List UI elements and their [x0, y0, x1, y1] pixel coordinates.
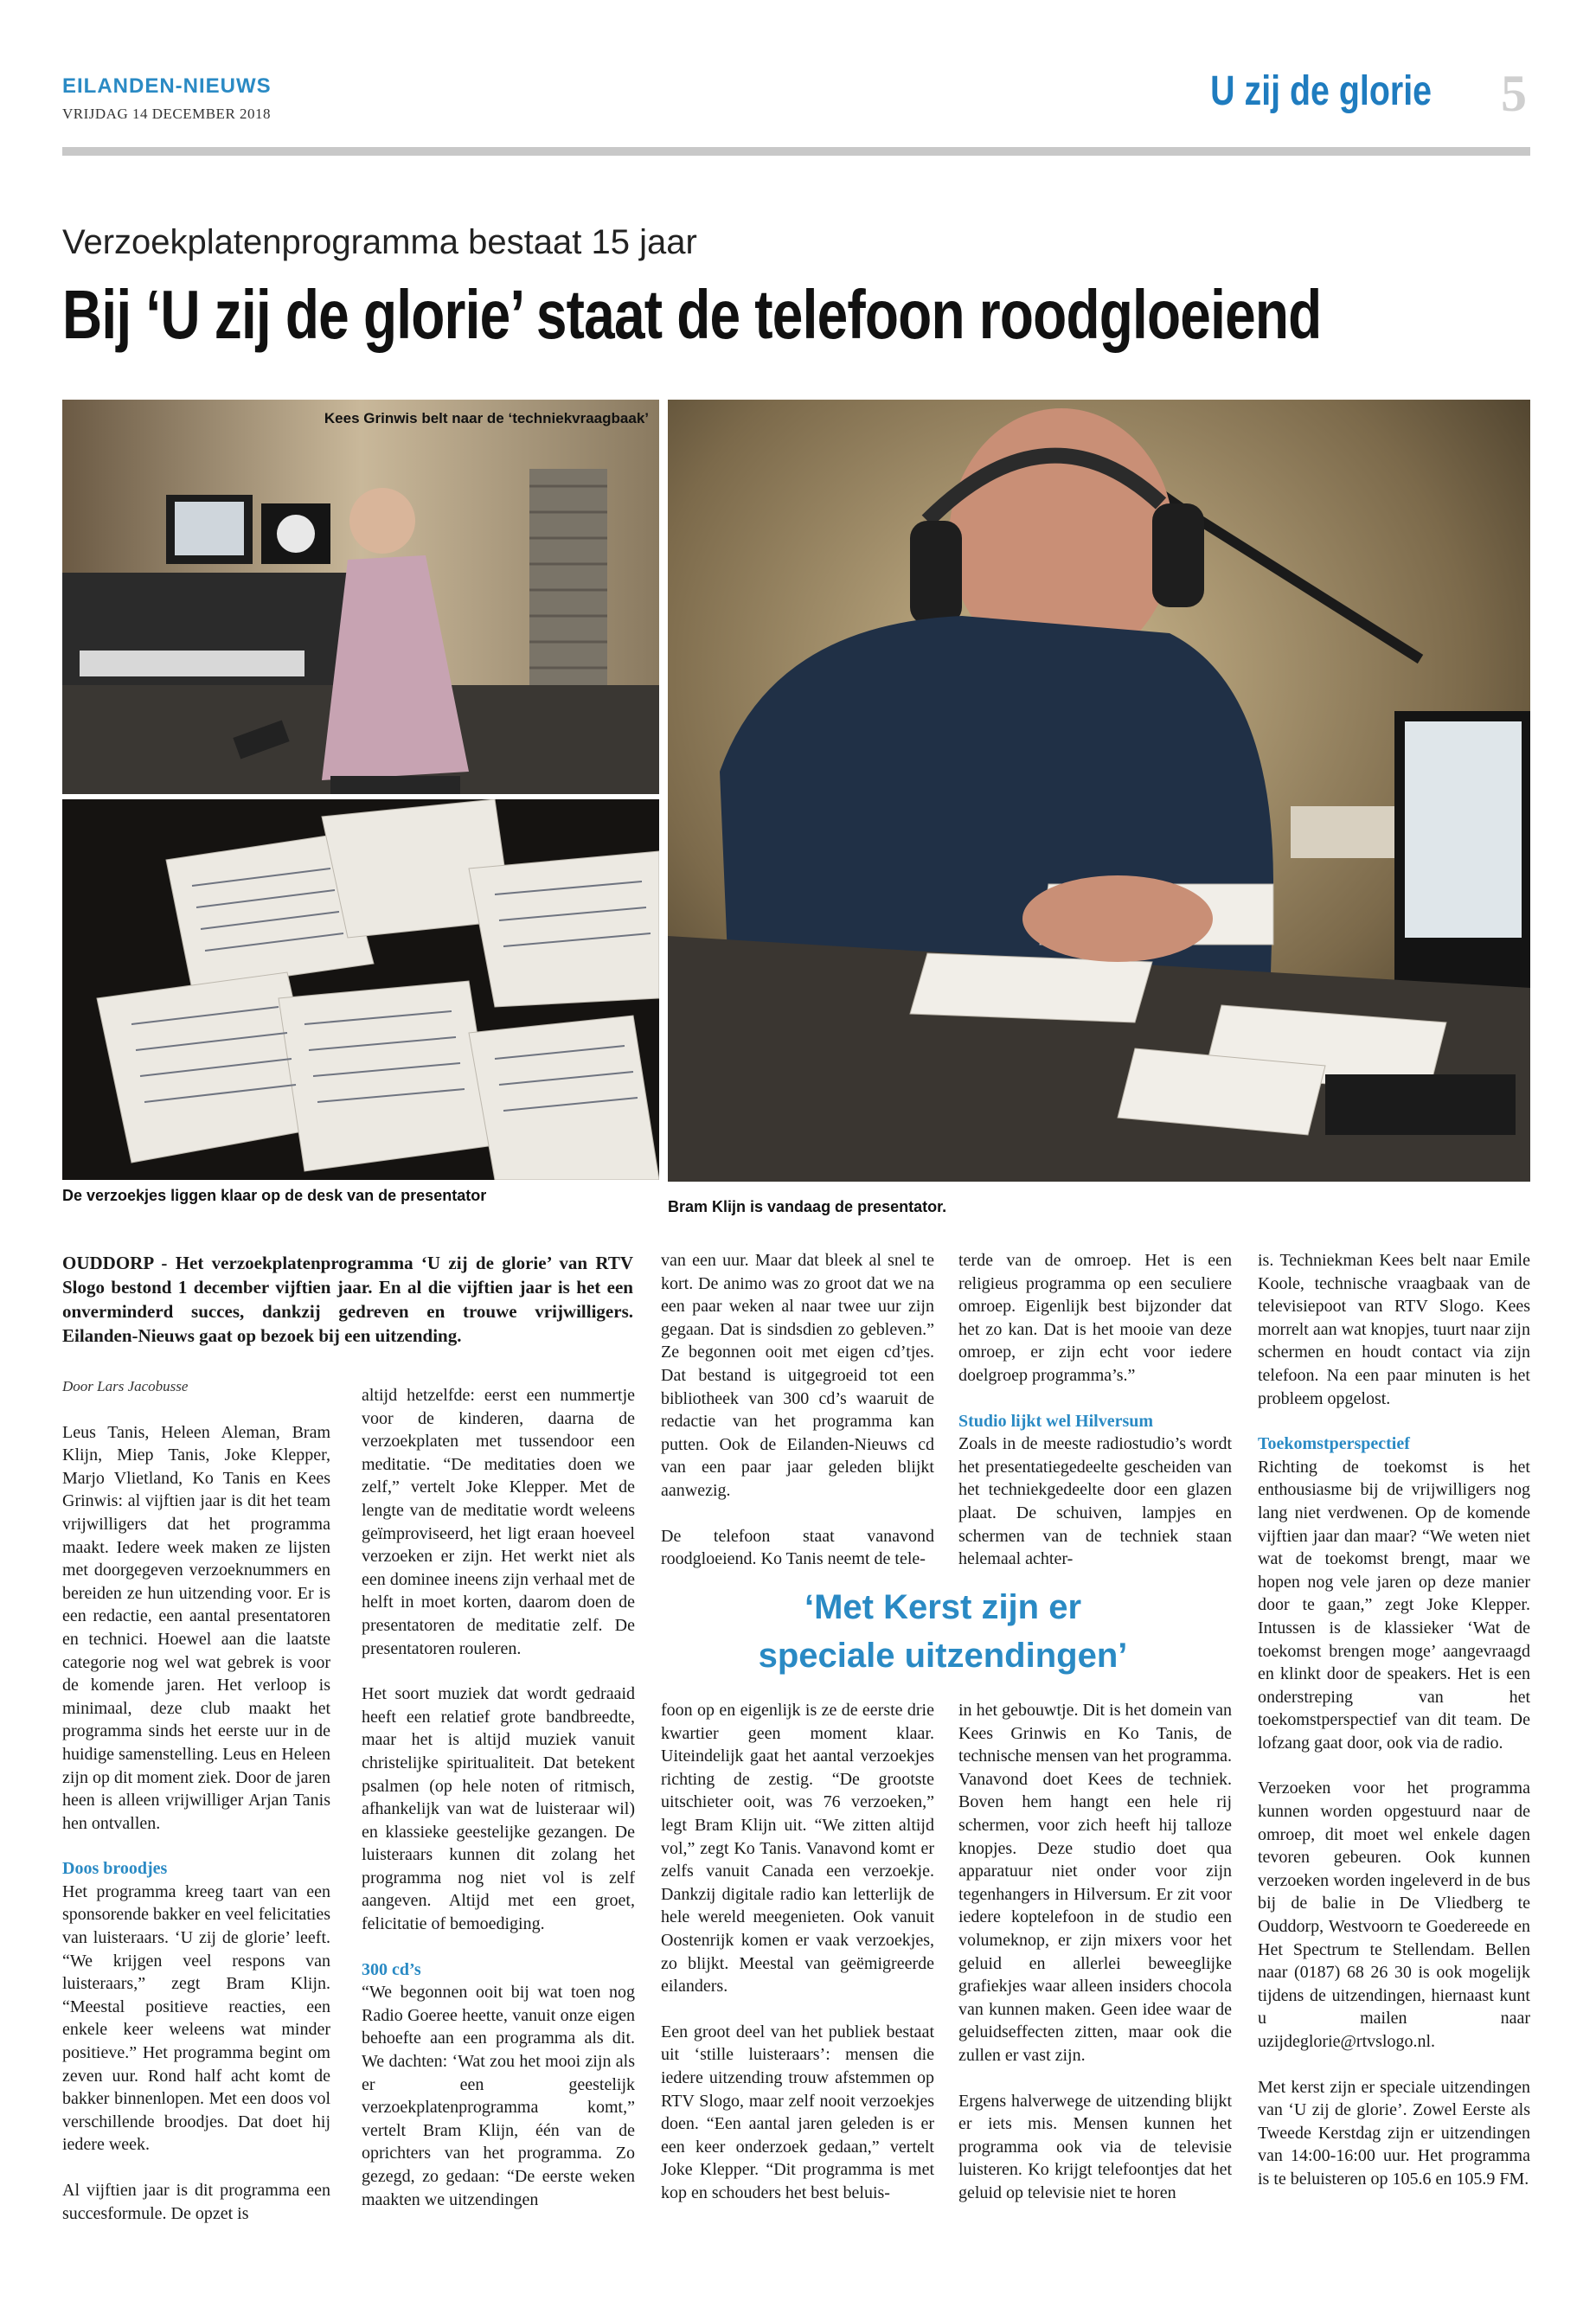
paragraph: is. Techniekman Kees belt naar Emile Koole, technische vraagbaak van de televisiepoot van RTV Slogo. Kees morrelt aan wat knopjes, tuurt naar zijn schermen en houdt contact via zijn telefoon. Na een paar minuten is het probleem opgelost.	[1258, 1251, 1530, 1408]
column-4-top	[958, 1249, 1232, 1593]
photo-request-notes-image	[62, 799, 659, 1180]
pull-quote-line: speciale uitzendingen’	[758, 1637, 1128, 1675]
paragraph: Leus Tanis, Heleen Aleman, Bram Klijn, Miep Tanis, Joke Klepper, Marjo Vlietland, Ko Tanis en Kees Grinwis: al vijftien jaar is dit het team vrijwilligers dat het programma maakt. Iedere week maken ze lijsten met doorgegeven verzoeknummers en bereiden ze hun uitzending voor. Er is een redactie, een aantal presentatoren en technici. Hoewel aan die laatste categorie nog wel wat gebrek is voor de komende jaren. Het verloop is minimaal, deze club maakt het programma sinds het eerste uur in de huidige samenstelling. Leus en Heleen zijn op dit moment ziek. Door de jaren heen is alleen vrijwilliger Arjan Tanis hen ontvallen.	[62, 1422, 330, 1833]
article-lead: OUDDORP - Het verzoekplatenprogramma ‘U zij de glorie’ van RTV Slogo bestond 1 december vijftien jaar. En al die vijftien jaar is het een onverminderd succes, dankzij gedreven en trouwe vrijwilligers. Eilanden-Nieuws gaat op bezoek bij een uitzending.	[62, 1253, 633, 1346]
paragraph: van een uur. Maar dat bleek al snel te kort. De animo was zo groot dat we na een paar weken al naar twee uur zijn gegaan. Dat is sindsdien zo gebleven.” Ze begonnen ooit met eigen cd’tjes. Dat bestand is uitgegroeid tot een bibliotheek van 300 cd’s waaruit de redactie van het programma kan putten. Ook de Eilanden-Nieuws cd van een paar jaar geleden blijkt aanwezig.	[661, 1251, 934, 1500]
photo-request-notes	[62, 799, 659, 1180]
section-title: U zij de glorie	[1210, 68, 1432, 114]
paragraph: altijd hetzelfde: eerst een nummertje voor de kinderen, daarna de verzoekplaten met tussendoor een meditatie. “De meditaties doen we zelf,” vertelt Joke Klepper. Met de lengte van de meditatie wordt weleens geïmproviseerd, het ligt eraan hoeveel verzoeken er zijn. Het werkt niet als een dominee ineens zijn verhaal met de helft in moet korten, daarom doen de presentatoren de meditatie zelf. De presentatoren rouleren.	[362, 1386, 635, 1658]
page-number: 5	[1501, 65, 1527, 122]
header-rule	[62, 147, 1530, 156]
paragraph: terde van de omroep. Het is een religieus programma op een seculiere omroep. Eigenlijk best bijzonder dat het zo kan. Dat is het mooie van deze omroep, er zijn echt voor iedere doelgroep programma’s.”	[958, 1251, 1232, 1385]
byline: Door Lars Jacobusse	[62, 1378, 189, 1394]
paragraph: Zoals in de meeste radiostudio’s wordt het presentatiegedeelte gescheiden van het techniekgedeelte door een glazen plaat. De schuiven, lampjes en schermen van de techniek staan helemaal achter-	[958, 1434, 1232, 1569]
caption-presenter: Bram Klijn is vandaag de presentator.	[668, 1198, 947, 1215]
masthead-date: VRIJDAG 14 DECEMBER 2018	[62, 106, 272, 122]
paragraph: De telefoon staat vanavond roodgloeiend. Ko Tanis neemt de tele-	[661, 1526, 934, 1569]
paragraph: Ergens halverwege de uitzending blijkt er iets mis. Mensen kunnen het programma ook via de televisie luisteren. Ko krijgt telefoontjes dat het geluid op televisie niet te horen	[958, 2091, 1232, 2202]
caption-technician: Kees Grinwis belt naar de ‘techniekvraagbaak’	[324, 410, 649, 426]
paragraph: Richting de toekomst is het enthousiasme bij de vrijwilligers nog lang niet verdwenen. Op de komende vijftien jaar dan maar? “We weten niet wat de toekomst brengt, maar we hopen nog vele jaren op deze manier door te gaan,” zegt Joke Klepper. Intussen is de klassieker ‘Wat de toekomst brengen moge’ aangevraagd en klinkt door de speakers. Het is een onderstreping van het toekomstperspectief van dit team. De lofzang gaat door, ook via de radio.	[1258, 1457, 1530, 1753]
column-3-bottom	[661, 1699, 934, 2227]
column-2	[362, 1384, 635, 2234]
subheading-doos-broodjes: Doos broodjes	[62, 1859, 168, 1879]
subheading-300-cds: 300 cd’s	[362, 1959, 421, 1979]
photo-presenter	[668, 400, 1530, 1182]
pull-quote-line: ‘Met Kerst zijn er	[804, 1588, 1082, 1626]
paragraph: Met kerst zijn er speciale uitzendingen van ‘U zij de glorie’. Zowel Eerste als Tweede Kerstdag zijn er uitzendingen van 14:00-16:00 uur. Het programma is te beluisteren op 105.6 en 105.9 FM.	[1258, 2077, 1530, 2189]
paragraph: Het soort muziek dat wordt gedraaid heeft een relatief grote bandbreedte, maar het is altijd muziek vanuit christelijke spiritualiteit. Dat betekent psalmen (op hele noten of ritmisch, afhankelijk van wat de luisteraar wil) en klassieke geestelijke gezangen. De luisteraars kunnen dit zolang het programma nog niet vol is zelf aangeven. Altijd met een groet, felicitatie of bemoediging.	[362, 1684, 635, 1934]
caption-request-notes: De verzoekjes liggen klaar op de desk van de presentator	[62, 1187, 487, 1204]
subheading-toekomst: Toekomstperspectief	[1258, 1434, 1410, 1454]
pull-quote	[657, 1583, 1228, 1680]
paragraph: foon op en eigenlijk is ze de eerste drie kwartier geen moment klaar. Uiteindelijk gaat het aantal verzoekjes richting de zestig. “De grootste uitschieter ooit, was 76 verzoeken,” legt Bram Klijn uit. “We zitten altijd vol,” zegt Ko Tanis. Vanavond komt er zelfs vanuit Canada een verzoekje. Dankzij digitale radio kan letterlijk de hele wereld meegenieten. Ook vanuit Oostenrijk komen er vaak verzoekjes, zo blijkt. Meestal van geëmigreerde eilanders.	[661, 1701, 934, 1997]
article-kicker: Verzoekplatenprogramma bestaat 15 jaar	[62, 223, 697, 261]
paragraph: Een groot deel van het publiek bestaat uit ‘stille luisteraars’: mensen die iedere uitzending trouw afstemmen op RTV Slogo, maar zelf nooit verzoekjes doen. “Een aantal jaren geleden is er een keer onderzoek gedaan,” vertelt Joke Klepper. “Dit programma is met kop en schouders het best beluis-	[661, 2022, 934, 2202]
photo-technician-image	[62, 400, 659, 794]
column-3-top	[661, 1249, 934, 1593]
photo-presenter-image	[668, 400, 1530, 1182]
paragraph: Al vijftien jaar is dit programma een succesformule. De opzet is	[62, 2181, 330, 2223]
column-1	[62, 1375, 330, 2247]
paragraph: Het programma kreeg taart van een sponsorende bakker en veel felicitaties van luisteraars. ‘U zij de glorie’ leeft. “We krijgen veel respons van luisteraars,” zegt Bram Klijn. “Meestal positieve reacties, een enkele keer weleens wat minder positieve.” Het programma begint om zeven uur. Rond half acht komt de bakker binnenlopen. Met een doos vol verschillende broodjes. Dat doet hij iedere week.	[62, 1881, 330, 2155]
masthead-logo: EILANDEN-NIEUWS	[62, 74, 272, 98]
paragraph: in het gebouwtje. Dit is het domein van Kees Grinwis en Ko Tanis, de technische mensen van het programma. Vanavond doet Kees de techniek. Boven hem hangt een hele rij schermen, voor zich heeft hij talloze knopjes. Deze studio doet qua apparatuur niet onder voor zijn tegenhangers in Hilversum. Er zit voor iedere koptelefoon in de studio een volumeknop, er zijn mixers voor het geluid en allerlei beweeglijke grafiekjes waar alleen insiders chocola van kunnen maken. Geen idee waar de geluidseffecten zitten, maar ook die zullen er vast zijn.	[958, 1701, 1232, 2065]
column-5	[1258, 1249, 1530, 2214]
column-4-bottom	[958, 1699, 1232, 2227]
paragraph: Verzoeken voor het programma kunnen worden opgestuurd naar de omroep, dit moet wel enkele dagen tevoren gebeuren. Ook kunnen verzoeken worden ingeleverd in de bus bij de balie in De Vliedberg te Ouddorp, Westvoorn te Goedereede en Het Spectrum te Stellendam. Bellen naar (0187) 68 26 30 is ook mogelijk tijdens de uitzendingen, hiernaast kunt u mailen naar uzijdeglorie@rtvslogo.nl.	[1258, 1779, 1530, 2051]
paragraph: “We begonnen ooit bij wat toen nog Radio Goeree heette, vanuit onze eigen behoefte aan een programma als dit. We dachten: ‘Wat zou het mooi zijn als er een geestelijk verzoekplatenprogramma komt,” vertelt Bram Klijn, één van de oprichters van het programma. Zo gezegd, zo gedaan: “De eerste weken maakten we uitzendingen	[362, 1983, 635, 2209]
photo-technician	[62, 400, 659, 794]
subheading-studio: Studio lijkt wel Hilversum	[958, 1411, 1154, 1431]
article-headline: Bij ‘U zij de glorie’ staat de telefoon roodgloeiend	[62, 276, 1322, 353]
